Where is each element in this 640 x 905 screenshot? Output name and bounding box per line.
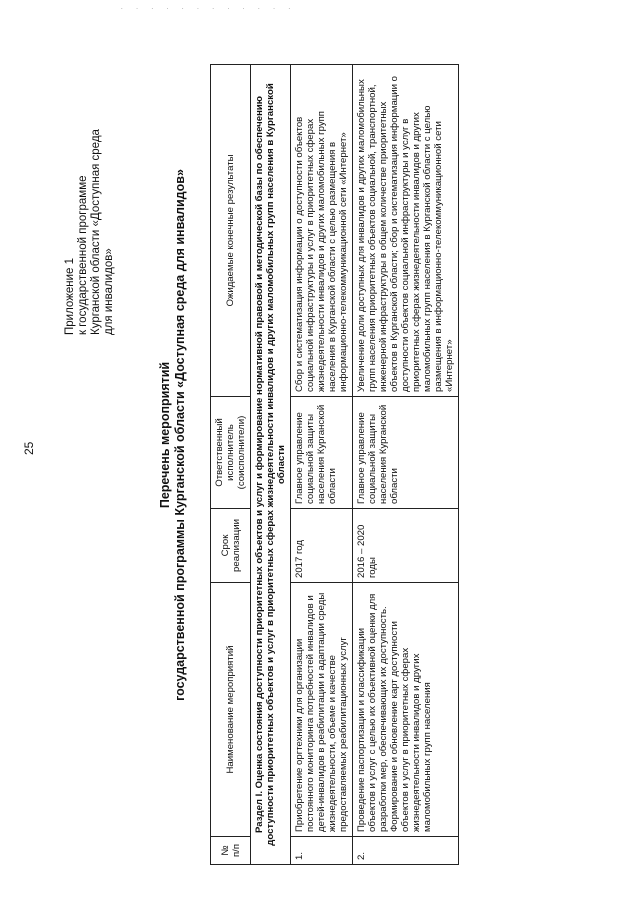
table-header-row bbox=[211, 65, 251, 865]
annex-line-2: к государственной программе bbox=[77, 175, 89, 335]
table-row bbox=[291, 65, 353, 865]
header-results: Ожидаемые конечные результаты bbox=[211, 65, 251, 397]
page-number: 25 bbox=[22, 441, 36, 455]
row-executor: Главное управление социальной защиты населения Курганской области bbox=[291, 397, 353, 509]
row-term: 2017 год bbox=[291, 509, 353, 583]
document-title bbox=[158, 95, 188, 775]
section-title: Раздел I. Оценка состояния доступности приоритетных объектов и услуг и формирование нормативной правовой и методической базы по обеспечению доступности приоритетных объектов и услуг в приоритетных сферах жизнедеятельности инвалидов и других маломобильных групп населения в Курганской области bbox=[251, 65, 291, 865]
header-num: № п/п bbox=[211, 837, 251, 865]
measures-table bbox=[210, 64, 459, 865]
annex-line-3: Курганской области «Доступная среда bbox=[90, 129, 102, 335]
title-line-1: Перечень мероприятий bbox=[158, 361, 172, 509]
row-num: 2. bbox=[353, 837, 459, 865]
row-term: 2016 – 2020 годы bbox=[353, 509, 459, 583]
annex-header bbox=[64, 95, 116, 335]
title-line-2: государственной программы Курганской области «Доступная среда для инвалидов» bbox=[173, 169, 187, 701]
section-row bbox=[251, 65, 291, 865]
row-results: Увеличение доли доступных для инвалидов и других маломобильных групп населения приоритетных объектов социальной, транспортной, инженерной инфраструктуры в общем количестве приоритетных объектов в Курганской области; сбор и систематизация информации о доступности объектов социальной инфраструктуры и услуг в приоритетных сферах жизнедеятельности инвалидов и других маломобильных групп населения в Курганской области с целью размещения в информационно-телекоммуникационной сети «Интернет» bbox=[353, 65, 459, 397]
row-name: Приобретение оргтехники для организации постоянного мониторинга потребностей инвалидов и детей-инвалидов в реабилитации и адаптации среды жизнедеятельности, объеме и качестве предоставляемых реабилитационных услуг bbox=[291, 583, 353, 837]
row-executor: Главное управление социальной защиты населения Курганской области bbox=[353, 397, 459, 509]
table-row bbox=[353, 65, 459, 865]
header-term: Срок реализации bbox=[211, 509, 251, 583]
header-name: Наименование мероприятий bbox=[211, 583, 251, 837]
annex-line-1: Приложение 1 bbox=[64, 257, 76, 335]
scan-artifact-marks: . . . . . . . . . . . . bbox=[120, 4, 296, 11]
row-results: Сбор и систематизация информации о доступности объектов социальной инфраструктуры и услуг в приоритетных сферах жизнедеятельности инвалидов и других маломобильных групп населения в Курганской области с целью размещения в информационно-телекоммуникационной сети «Интернет» bbox=[291, 65, 353, 397]
row-name: Проведение паспортизации и классификации объектов и услуг с целью их объективной оценки для разработки мер, обеспечивающих их доступность. Формирование и обновление карт доступности объектов и услуг в приоритетных сферах жизнедеятельности инвалидов и других маломобильных групп населения bbox=[353, 583, 459, 837]
annex-line-4: для инвалидов» bbox=[103, 248, 115, 335]
row-num: 1. bbox=[291, 837, 353, 865]
header-executor: Ответственный исполнитель (соисполнители) bbox=[211, 397, 251, 509]
rotated-document-page bbox=[10, 0, 630, 895]
